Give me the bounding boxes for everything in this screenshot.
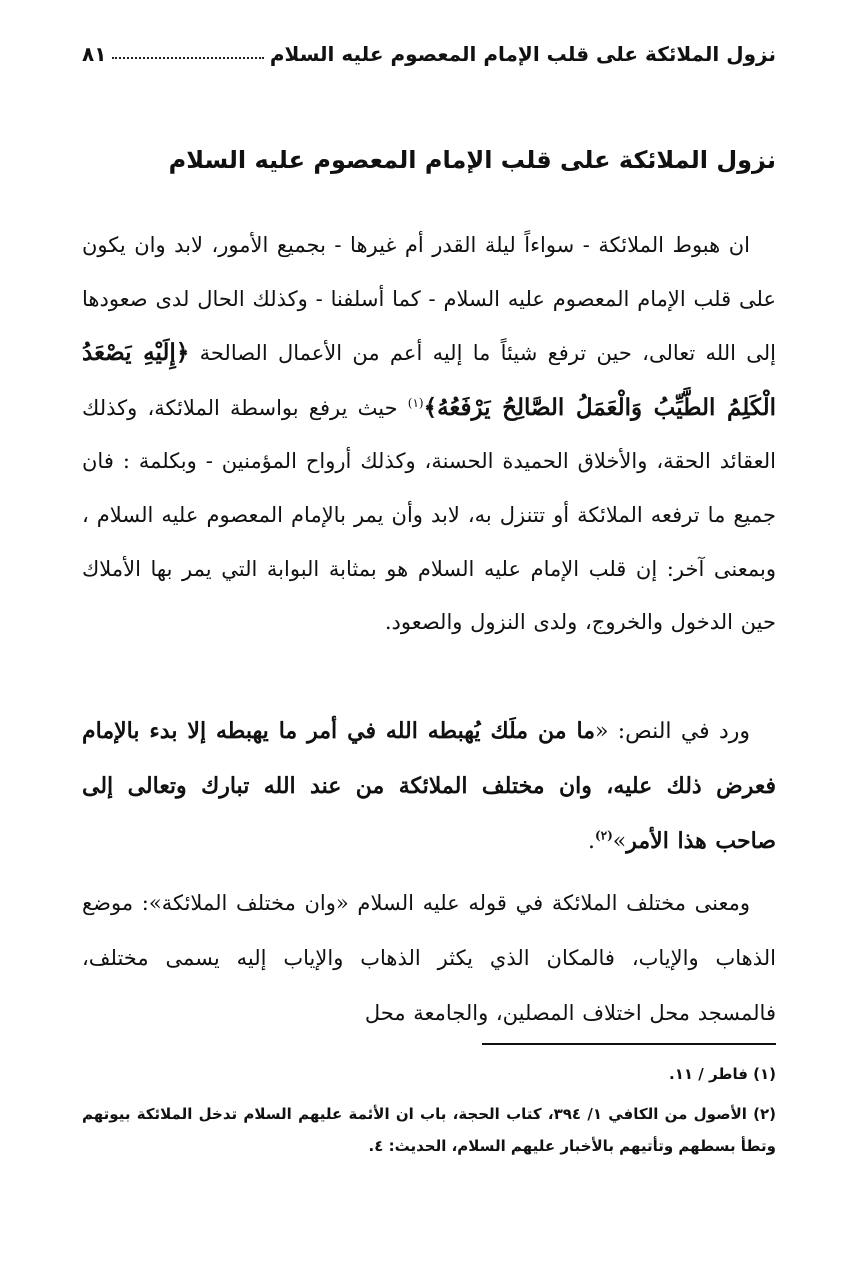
paragraph-1 xyxy=(82,219,776,650)
footnotes xyxy=(82,1058,776,1162)
paragraph-1-rest: حيث يرفع بواسطة الملائكة، وكذلك العقائد الحقة، والأخلاق الحميدة الحسنة، وكذلك أرواح المؤمنين - وبكلمة : فان جميع ما ترفعه الملائكة أو تتنزل به، لابد وأن يمر بالإمام المعصوم عليه السلام ، وبمعنى آخر: إن قلب الإمام عليه السلام هو بمثابة البوابة التي يمر بها الأملاك حين الدخول والخروج، ولدى النزول والصعود. xyxy=(82,395,776,635)
quran-verse: ﴿إِلَيْهِ يَصْعَدُ الْكَلِمُ الطَّيِّبُ وَالْعَمَلُ الصَّالِحُ يَرْفَعُهُ﴾ xyxy=(82,339,776,421)
footnote-ref-1[interactable]: (١) xyxy=(407,395,424,410)
paragraph-1-lead: ان هبوط الملائكة - سواءاً ليلة القدر أم غيرها - بجميع الأمور، لابد وان يكون على قلب الإمام المعصوم عليه السلام - كما أسلفنا - وكذلك الحال لدى صعودها إلى الله تعالى، حين ترفع شيئاً ما إليه أعم من الأعمال الصالحة xyxy=(82,233,776,366)
quote-close: » xyxy=(612,829,627,854)
section-heading: نزول الملائكة على قلب الإمام المعصوم عليه السلام xyxy=(168,146,776,174)
hadith-quote: ما من ملَك يُهبطه الله في أمر ما يهبطه إلا بدء بالإمام فعرض ذلك عليه، وان مختلف الملائكة من عند الله تبارك وتعالى إلى صاحب هذا الأمر xyxy=(82,718,776,854)
footnote-divider xyxy=(482,1043,776,1045)
paragraph-2-end: . xyxy=(587,829,595,854)
paragraph-3: ومعنى مختلف الملائكة في قوله عليه السلام «وان مختلف الملائكة»: موضع الذهاب والإياب، فالمكان الذي يكثر الذهاب والإياب إليه يسمى مختلف، فالمسجد محل اختلاف المصلين، والجامعة محل xyxy=(82,891,776,1025)
dot-leader xyxy=(112,57,263,59)
footnote-ref-2[interactable]: (٢) xyxy=(594,828,613,843)
running-title: نزول الملائكة على قلب الإمام المعصوم عليه السلام xyxy=(269,42,776,66)
footnote-2: (٢) الأصول من الكافي ١/ ٣٩٤، كتاب الحجة، باب ان الأئمة عليهم السلام تدخل الملائكة بيوتهم وتطأ بسطهم وتأتيهم بالأخبار عليهم السلام، الحديث: ٤. xyxy=(82,1105,777,1155)
running-header xyxy=(82,30,776,66)
page-number: ٨١ xyxy=(82,42,107,66)
footnote-1: (١) فاطر / ١١. xyxy=(669,1065,776,1083)
paragraph-2 xyxy=(82,704,776,869)
paragraph-2-intro: ورد في النص: « xyxy=(594,719,751,744)
